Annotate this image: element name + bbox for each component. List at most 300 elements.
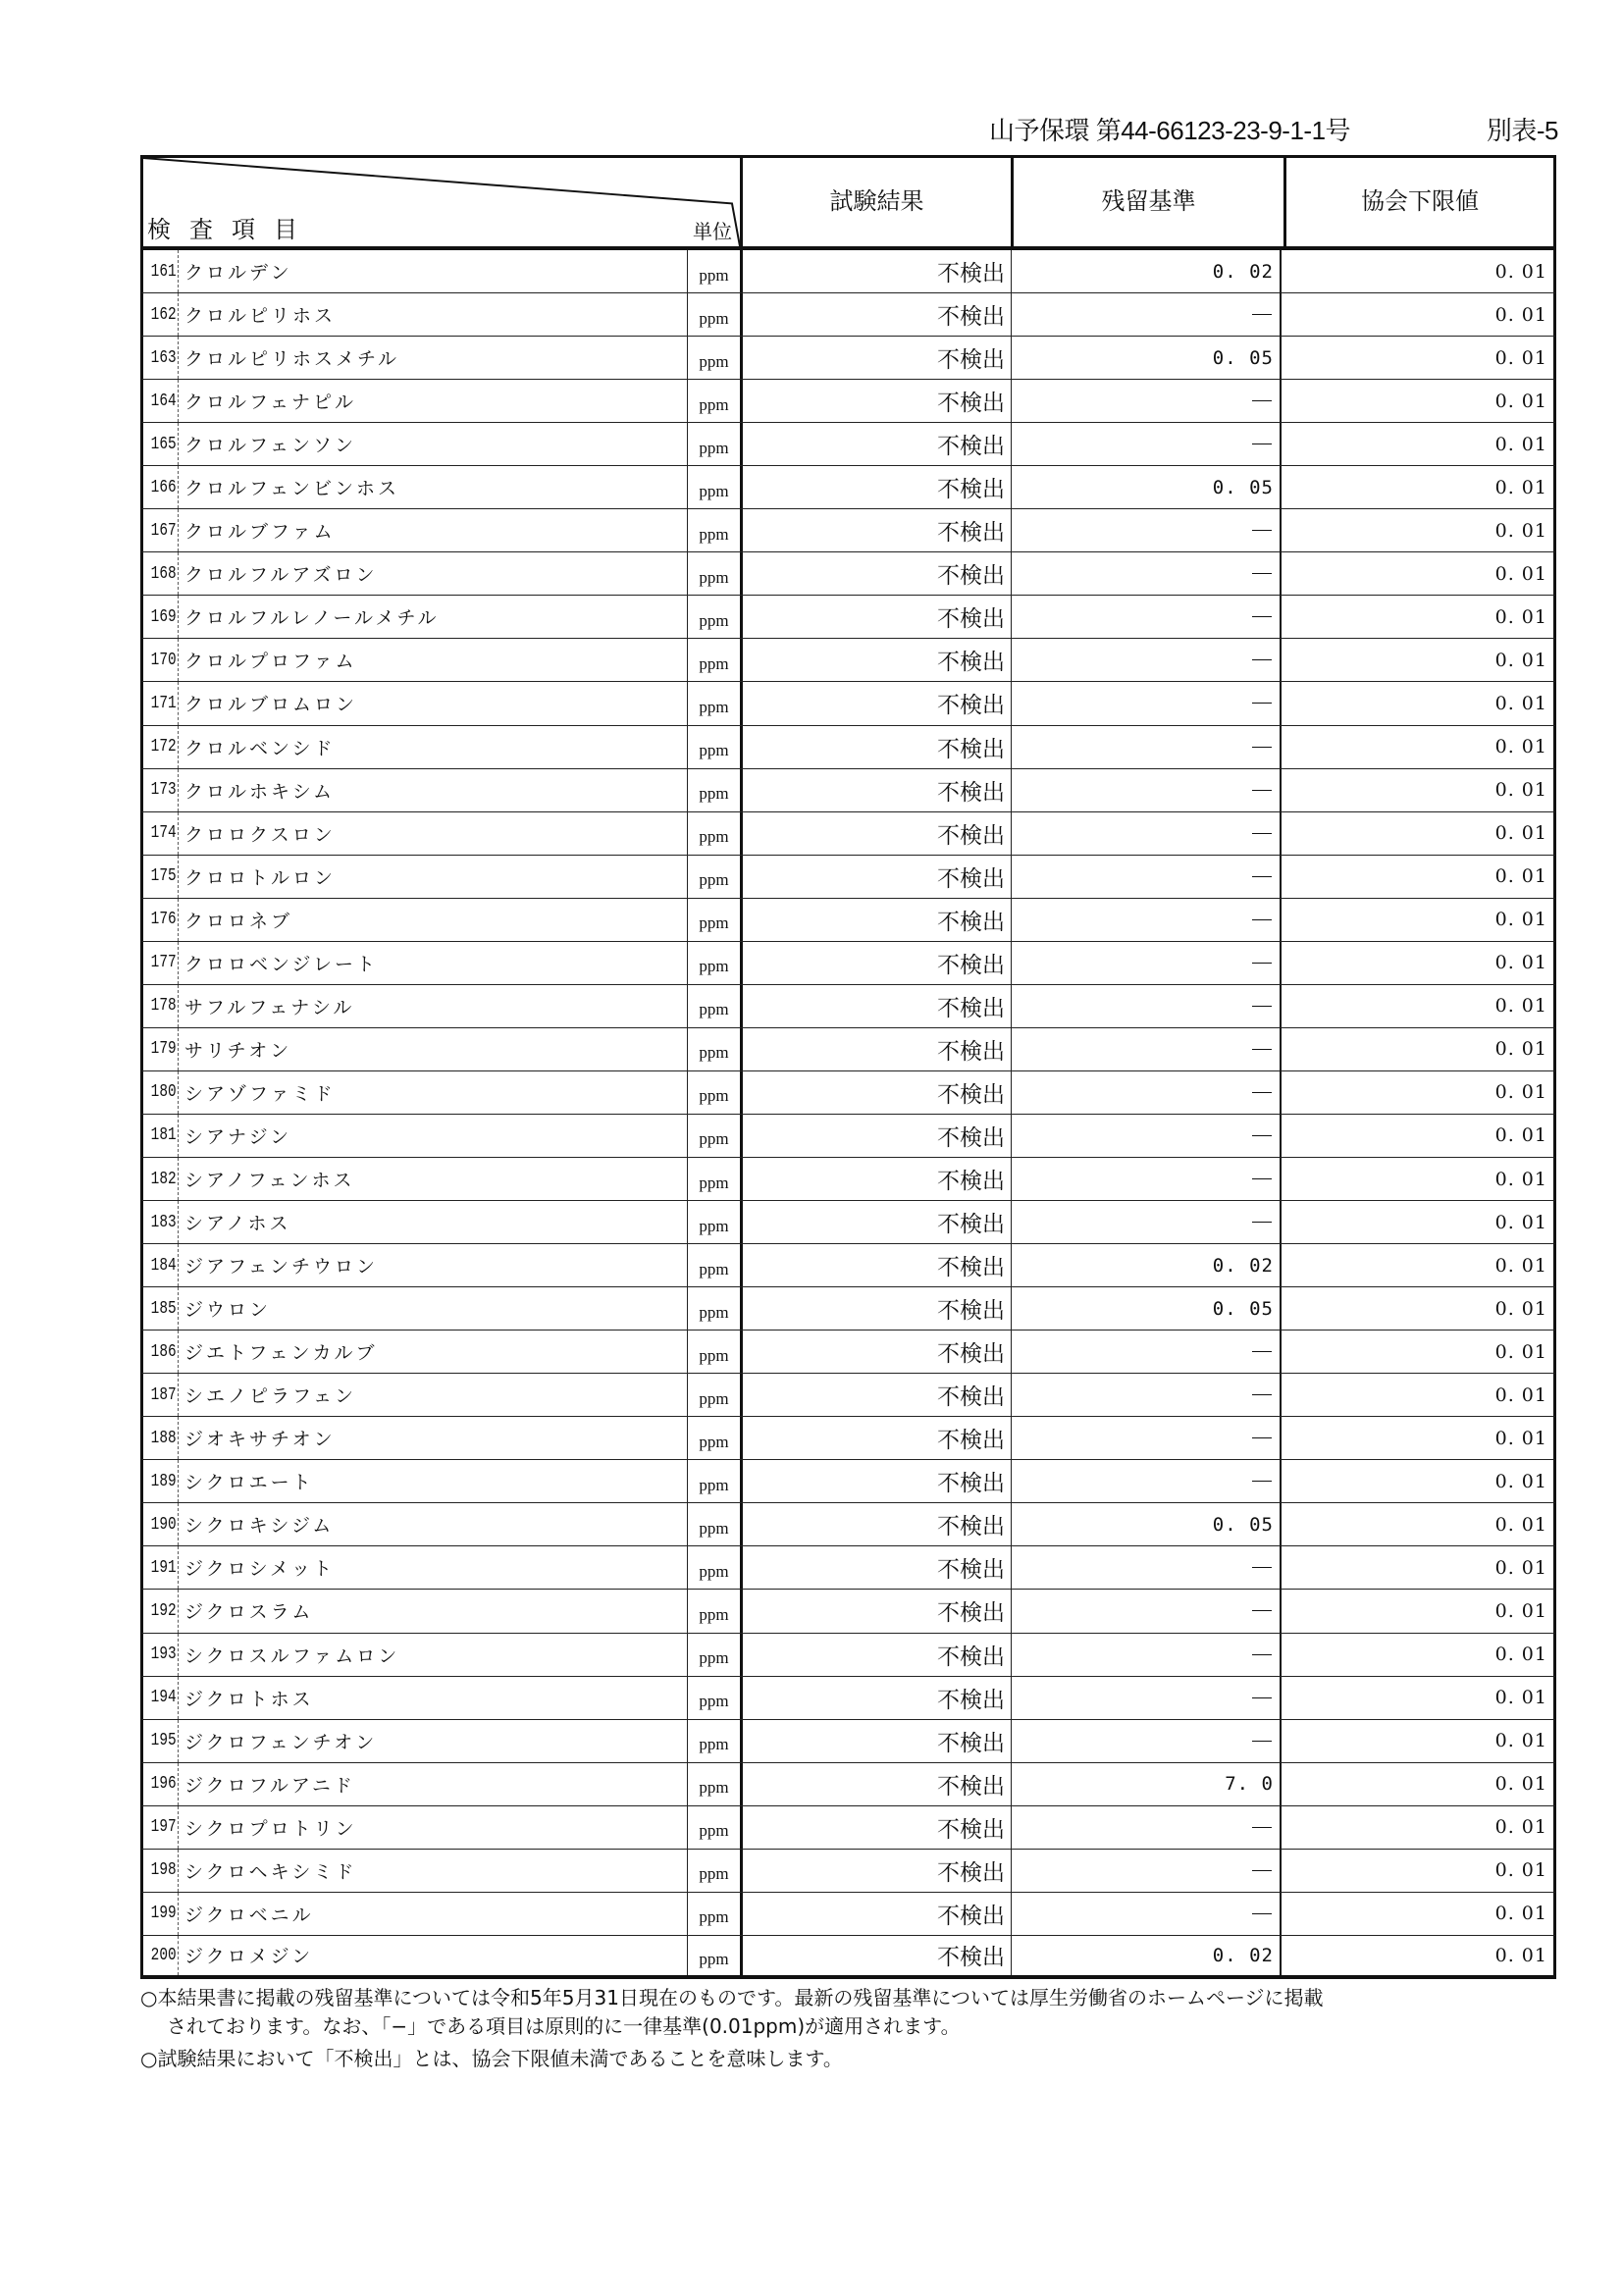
table-row bbox=[140, 899, 1556, 942]
dash-mark bbox=[1252, 1006, 1272, 1007]
dash-mark bbox=[1252, 1135, 1272, 1136]
row-number: 190 bbox=[150, 1503, 179, 1545]
unit: ppm bbox=[687, 1677, 740, 1719]
residue-standard bbox=[1011, 1028, 1282, 1070]
item-name: ジクロシメット bbox=[184, 1558, 336, 1581]
item-name: クロロクスロン bbox=[184, 823, 336, 846]
row-number: 193 bbox=[150, 1634, 179, 1676]
item-name: シアナジン bbox=[184, 1125, 292, 1148]
row-number: 180 bbox=[150, 1071, 179, 1114]
item-name: クロルフルレノールメチル bbox=[184, 607, 440, 630]
residue-standard bbox=[1011, 1460, 1282, 1502]
residue-standard bbox=[1011, 1720, 1282, 1762]
table-row bbox=[140, 985, 1556, 1028]
dash-mark bbox=[1252, 1913, 1272, 1914]
test-result: 不検出 bbox=[740, 1936, 1011, 1975]
row-number: 171 bbox=[150, 682, 179, 724]
test-result: 不検出 bbox=[740, 1546, 1011, 1589]
row-number: 161 bbox=[150, 250, 179, 292]
residue-standard bbox=[1011, 1331, 1282, 1373]
lower-limit: 0. 01 bbox=[1494, 1168, 1547, 1190]
test-result: 不検出 bbox=[740, 769, 1011, 811]
unit: ppm bbox=[687, 1720, 740, 1762]
table-row bbox=[140, 942, 1556, 985]
table-row bbox=[140, 1201, 1556, 1244]
row-number: 176 bbox=[150, 899, 179, 941]
unit: ppm bbox=[687, 682, 740, 724]
residue-standard bbox=[1011, 1201, 1282, 1243]
item-name: ジクロベニル bbox=[184, 1904, 314, 1926]
test-result: 不検出 bbox=[740, 1850, 1011, 1892]
table-row bbox=[140, 1893, 1556, 1936]
table-row bbox=[140, 380, 1556, 423]
dash-mark bbox=[1252, 1394, 1272, 1395]
row-number: 182 bbox=[150, 1158, 179, 1200]
row-number: 200 bbox=[150, 1936, 179, 1975]
unit: ppm bbox=[687, 1460, 740, 1502]
residue-standard bbox=[1011, 942, 1282, 984]
test-result: 不検出 bbox=[740, 1417, 1011, 1459]
lower-limit: 0. 01 bbox=[1494, 649, 1547, 671]
lower-limit: 0. 01 bbox=[1494, 1687, 1547, 1709]
table-row bbox=[140, 293, 1556, 337]
row-number: 199 bbox=[150, 1893, 179, 1935]
test-result: 不検出 bbox=[740, 1115, 1011, 1157]
residue-standard bbox=[1011, 1806, 1282, 1849]
test-result: 不検出 bbox=[740, 509, 1011, 551]
residue-standard bbox=[1011, 1374, 1282, 1416]
item-name: クロルフェナピル bbox=[184, 391, 357, 414]
table-row bbox=[140, 1287, 1556, 1331]
test-result: 不検出 bbox=[740, 1244, 1011, 1286]
results-table bbox=[140, 155, 1556, 1979]
lower-limit: 0. 01 bbox=[1494, 346, 1547, 369]
lower-limit: 0. 01 bbox=[1494, 1470, 1547, 1492]
dash-mark bbox=[1252, 1567, 1272, 1568]
item-name: ジアフェンチウロン bbox=[184, 1256, 379, 1278]
lower-limit: 0. 01 bbox=[1494, 822, 1547, 845]
dash-mark bbox=[1252, 573, 1272, 574]
residue-standard bbox=[1011, 726, 1282, 768]
lower-limit: 0. 01 bbox=[1494, 909, 1547, 931]
test-result: 不検出 bbox=[740, 726, 1011, 768]
item-name: サリチオン bbox=[184, 1039, 292, 1062]
row-number: 169 bbox=[150, 596, 179, 638]
table-row bbox=[140, 1677, 1556, 1720]
dash-mark bbox=[1252, 1741, 1272, 1742]
item-name: クロルホキシム bbox=[184, 780, 336, 803]
residue-standard bbox=[1011, 1071, 1282, 1114]
table-row bbox=[140, 1331, 1556, 1374]
row-number: 170 bbox=[150, 639, 179, 681]
row-number: 185 bbox=[150, 1287, 179, 1330]
lower-limit: 0. 01 bbox=[1494, 1816, 1547, 1839]
dash-mark bbox=[1252, 1092, 1272, 1093]
footnote-1-continued: されております。なお、「−」である項目は原則的に一律基準(0.01ppm)が適用されます。 bbox=[167, 2014, 961, 2038]
lower-limit: 0. 01 bbox=[1494, 1427, 1547, 1449]
item-name: ジクロスラム bbox=[184, 1601, 314, 1624]
column-header-standard: 残留基準 bbox=[1011, 158, 1283, 246]
residue-standard bbox=[1011, 1850, 1282, 1892]
item-name: シクロキシジム bbox=[184, 1515, 335, 1538]
row-number: 197 bbox=[150, 1806, 179, 1849]
dash-mark bbox=[1252, 876, 1272, 877]
row-number: 177 bbox=[150, 942, 179, 984]
table-row bbox=[140, 856, 1556, 899]
item-name: クロルブファム bbox=[184, 521, 336, 544]
test-result: 不検出 bbox=[740, 250, 1011, 292]
test-result: 不検出 bbox=[740, 552, 1011, 595]
table-row bbox=[140, 812, 1556, 856]
lower-limit: 0. 01 bbox=[1494, 390, 1547, 412]
test-result: 不検出 bbox=[740, 639, 1011, 681]
unit: ppm bbox=[687, 812, 740, 855]
dash-mark bbox=[1252, 659, 1272, 660]
row-number: 181 bbox=[150, 1115, 179, 1157]
lower-limit: 0. 01 bbox=[1494, 952, 1547, 974]
unit: ppm bbox=[687, 1028, 740, 1070]
unit: ppm bbox=[687, 1374, 740, 1416]
table-row bbox=[140, 1936, 1556, 1979]
dash-mark bbox=[1252, 1437, 1272, 1438]
lower-limit: 0. 01 bbox=[1494, 1944, 1547, 1966]
document-number: 山予保環 第44-66123-23-9-1-1号 bbox=[989, 115, 1351, 145]
item-name: ジクロメジン bbox=[184, 1946, 314, 1968]
row-number: 174 bbox=[150, 812, 179, 855]
lower-limit: 0. 01 bbox=[1494, 433, 1547, 455]
lower-limit: 0. 01 bbox=[1494, 779, 1547, 802]
lower-limit: 0. 01 bbox=[1494, 303, 1547, 326]
row-number: 189 bbox=[150, 1460, 179, 1502]
unit: ppm bbox=[687, 985, 740, 1027]
row-number: 183 bbox=[150, 1201, 179, 1243]
item-name: シアノフェンホス bbox=[184, 1170, 355, 1191]
residue-standard: 0. 02 bbox=[1011, 250, 1282, 292]
row-number: 164 bbox=[150, 380, 179, 422]
document-reference bbox=[989, 112, 1558, 145]
unit: ppm bbox=[687, 769, 740, 811]
dash-mark bbox=[1252, 1870, 1272, 1871]
residue-standard bbox=[1011, 1546, 1282, 1589]
dash-mark bbox=[1252, 833, 1272, 834]
unit: ppm bbox=[687, 1287, 740, 1330]
residue-standard bbox=[1011, 639, 1282, 681]
unit: ppm bbox=[687, 1763, 740, 1805]
lower-limit: 0. 01 bbox=[1494, 605, 1547, 628]
unit: ppm bbox=[687, 1503, 740, 1545]
table-row bbox=[140, 639, 1556, 682]
item-name: クロルピリホスメチル bbox=[184, 348, 400, 371]
lower-limit: 0. 01 bbox=[1494, 1644, 1547, 1666]
residue-standard bbox=[1011, 380, 1282, 422]
table-row bbox=[140, 466, 1556, 509]
unit: ppm bbox=[687, 337, 740, 379]
residue-standard: 0. 05 bbox=[1011, 1503, 1282, 1545]
lower-limit: 0. 01 bbox=[1494, 1081, 1547, 1104]
lower-limit: 0. 01 bbox=[1494, 562, 1547, 585]
lower-limit: 0. 01 bbox=[1494, 1599, 1547, 1622]
residue-standard: 0. 05 bbox=[1011, 1287, 1282, 1330]
dash-mark bbox=[1252, 703, 1272, 704]
lower-limit: 0. 01 bbox=[1494, 736, 1547, 758]
table-row bbox=[140, 1546, 1556, 1590]
residue-standard bbox=[1011, 682, 1282, 724]
item-name: クロルフェンビンホス bbox=[184, 478, 400, 500]
footnotes bbox=[140, 1984, 1324, 2073]
unit: ppm bbox=[687, 1806, 740, 1849]
test-result: 不検出 bbox=[740, 1158, 1011, 1200]
item-name: クロルプロファム bbox=[184, 651, 357, 673]
table-row bbox=[140, 423, 1556, 466]
unit: ppm bbox=[687, 1590, 740, 1632]
test-result: 不検出 bbox=[740, 1677, 1011, 1719]
table-row bbox=[140, 250, 1556, 293]
dash-mark bbox=[1252, 1827, 1272, 1828]
item-name: クロルフルアズロン bbox=[184, 564, 378, 587]
test-result: 不検出 bbox=[740, 682, 1011, 724]
item-name: ジクロトホス bbox=[184, 1688, 314, 1710]
dash-mark bbox=[1252, 919, 1272, 920]
residue-standard bbox=[1011, 769, 1282, 811]
test-result: 不検出 bbox=[740, 1806, 1011, 1849]
item-name: ジオキサチオン bbox=[184, 1429, 336, 1451]
test-result: 不検出 bbox=[740, 1331, 1011, 1373]
table-row bbox=[140, 552, 1556, 596]
table-row bbox=[140, 1028, 1556, 1071]
item-name: クロロベンジレート bbox=[184, 953, 379, 975]
lower-limit: 0. 01 bbox=[1494, 1124, 1547, 1147]
test-result: 不検出 bbox=[740, 466, 1011, 508]
table-row bbox=[140, 1720, 1556, 1763]
unit: ppm bbox=[687, 639, 740, 681]
residue-standard bbox=[1011, 1158, 1282, 1200]
test-result: 不検出 bbox=[740, 1503, 1011, 1545]
row-number: 166 bbox=[150, 466, 179, 508]
table-row bbox=[140, 1460, 1556, 1503]
table-row bbox=[140, 726, 1556, 769]
unit: ppm bbox=[687, 1417, 740, 1459]
table-row bbox=[140, 1374, 1556, 1417]
lower-limit: 0. 01 bbox=[1494, 1383, 1547, 1406]
test-result: 不検出 bbox=[740, 1893, 1011, 1935]
dash-mark bbox=[1252, 1351, 1272, 1352]
table-body bbox=[140, 250, 1556, 1979]
row-number: 175 bbox=[150, 856, 179, 898]
unit: ppm bbox=[687, 466, 740, 508]
table-row bbox=[140, 1158, 1556, 1201]
item-name: シアゾファミド bbox=[184, 1082, 336, 1105]
unit: ppm bbox=[687, 596, 740, 638]
dash-mark bbox=[1252, 1178, 1272, 1179]
row-number: 192 bbox=[150, 1590, 179, 1632]
lower-limit: 0. 01 bbox=[1494, 1254, 1547, 1277]
column-header-item: 検査項目 bbox=[147, 216, 316, 243]
dash-mark bbox=[1252, 1654, 1272, 1655]
row-number: 196 bbox=[150, 1763, 179, 1805]
table-row bbox=[140, 769, 1556, 812]
test-result: 不検出 bbox=[740, 1763, 1011, 1805]
item-name: サフルフェナシル bbox=[184, 996, 355, 1018]
lower-limit: 0. 01 bbox=[1494, 1340, 1547, 1363]
residue-standard bbox=[1011, 509, 1282, 551]
item-name: クロルブロムロン bbox=[184, 694, 358, 716]
unit: ppm bbox=[687, 552, 740, 595]
item-name: ジクロフルアニド bbox=[184, 1774, 355, 1797]
test-result: 不検出 bbox=[740, 1634, 1011, 1676]
table-row bbox=[140, 337, 1556, 380]
item-name: シクロスルファムロン bbox=[184, 1644, 400, 1667]
table-row bbox=[140, 1806, 1556, 1850]
residue-standard bbox=[1011, 1677, 1282, 1719]
unit: ppm bbox=[687, 1850, 740, 1892]
row-number: 195 bbox=[150, 1720, 179, 1762]
residue-standard: 0. 05 bbox=[1011, 466, 1282, 508]
item-name: シクロエート bbox=[184, 1472, 314, 1494]
table-label: 別表-5 bbox=[1486, 115, 1558, 145]
residue-standard bbox=[1011, 1417, 1282, 1459]
test-result: 不検出 bbox=[740, 380, 1011, 422]
item-name: クロルフェンソン bbox=[184, 435, 357, 457]
row-number: 172 bbox=[150, 726, 179, 768]
row-number: 191 bbox=[150, 1546, 179, 1589]
row-number: 184 bbox=[150, 1244, 179, 1286]
row-number: 187 bbox=[150, 1374, 179, 1416]
row-number: 186 bbox=[150, 1331, 179, 1373]
table-row bbox=[140, 682, 1556, 725]
residue-standard bbox=[1011, 856, 1282, 898]
test-result: 不検出 bbox=[740, 1374, 1011, 1416]
test-result: 不検出 bbox=[740, 1071, 1011, 1114]
test-result: 不検出 bbox=[740, 1590, 1011, 1632]
dash-mark bbox=[1252, 530, 1272, 531]
footnote-1: ○本結果書に掲載の残留基準については令和5年5月31日現在のものです。最新の残留基準については厚生労働省のホームページに掲載 bbox=[140, 1986, 1324, 2009]
unit: ppm bbox=[687, 1634, 740, 1676]
test-result: 不検出 bbox=[740, 985, 1011, 1027]
item-name: ジクロフェンチオン bbox=[184, 1731, 378, 1753]
test-result: 不検出 bbox=[740, 596, 1011, 638]
test-result: 不検出 bbox=[740, 1287, 1011, 1330]
unit: ppm bbox=[687, 250, 740, 292]
row-number: 162 bbox=[150, 293, 179, 336]
unit: ppm bbox=[687, 380, 740, 422]
item-name: ジウロン bbox=[184, 1299, 272, 1322]
test-result: 不検出 bbox=[740, 1720, 1011, 1762]
table-row bbox=[140, 1503, 1556, 1546]
dash-mark bbox=[1252, 400, 1272, 401]
unit: ppm bbox=[687, 856, 740, 898]
dash-mark bbox=[1252, 1697, 1272, 1698]
residue-standard bbox=[1011, 1634, 1282, 1676]
residue-standard bbox=[1011, 293, 1282, 336]
dash-mark bbox=[1252, 1610, 1272, 1611]
item-name: クロルデン bbox=[184, 262, 292, 285]
row-number: 194 bbox=[150, 1677, 179, 1719]
item-name: シクロプロトリン bbox=[184, 1817, 357, 1840]
item-name: クロロトルロン bbox=[184, 866, 337, 889]
row-number: 179 bbox=[150, 1028, 179, 1070]
test-result: 不検出 bbox=[740, 1460, 1011, 1502]
test-result: 不検出 bbox=[740, 856, 1011, 898]
test-result: 不検出 bbox=[740, 1201, 1011, 1243]
dash-mark bbox=[1252, 616, 1272, 617]
residue-standard bbox=[1011, 552, 1282, 595]
test-result: 不検出 bbox=[740, 337, 1011, 379]
residue-standard: 0. 02 bbox=[1011, 1244, 1282, 1286]
table-row bbox=[140, 596, 1556, 639]
row-number: 173 bbox=[150, 769, 179, 811]
table-row bbox=[140, 1850, 1556, 1893]
column-header-result: 試験結果 bbox=[740, 158, 1011, 246]
unit: ppm bbox=[687, 1158, 740, 1200]
residue-standard: 0. 05 bbox=[1011, 337, 1282, 379]
residue-standard: 7. 0 bbox=[1011, 1763, 1282, 1805]
test-result: 不検出 bbox=[740, 423, 1011, 465]
lower-limit: 0. 01 bbox=[1494, 1773, 1547, 1796]
unit: ppm bbox=[687, 1936, 740, 1975]
item-name: シクロヘキシミド bbox=[184, 1860, 357, 1883]
residue-standard bbox=[1011, 985, 1282, 1027]
unit: ppm bbox=[687, 1331, 740, 1373]
unit: ppm bbox=[687, 899, 740, 941]
item-name: クロルベンシド bbox=[184, 737, 336, 759]
lower-limit: 0. 01 bbox=[1494, 692, 1547, 714]
lower-limit: 0. 01 bbox=[1494, 1038, 1547, 1061]
lower-limit: 0. 01 bbox=[1494, 1859, 1547, 1882]
residue-standard bbox=[1011, 423, 1282, 465]
lower-limit: 0. 01 bbox=[1494, 865, 1547, 888]
item-name: クロロネブ bbox=[184, 910, 293, 932]
item-name: ジエトフェンカルブ bbox=[184, 1342, 378, 1365]
residue-standard bbox=[1011, 899, 1282, 941]
lower-limit: 0. 01 bbox=[1494, 995, 1547, 1018]
residue-standard: 0. 02 bbox=[1011, 1936, 1282, 1975]
unit: ppm bbox=[687, 942, 740, 984]
item-name: シエノピラフェン bbox=[184, 1385, 357, 1408]
residue-standard bbox=[1011, 596, 1282, 638]
test-result: 不検出 bbox=[740, 899, 1011, 941]
footnote-2: ○試験結果において「不検出」とは、協会下限値未満であることを意味します。 bbox=[140, 2047, 843, 2070]
residue-standard bbox=[1011, 812, 1282, 855]
table-header bbox=[140, 155, 1556, 250]
unit: ppm bbox=[687, 293, 740, 336]
row-number: 168 bbox=[150, 552, 179, 595]
row-number: 198 bbox=[150, 1850, 179, 1892]
residue-standard bbox=[1011, 1115, 1282, 1157]
item-name: クロルピリホス bbox=[184, 305, 337, 328]
unit: ppm bbox=[687, 509, 740, 551]
dash-mark bbox=[1252, 790, 1272, 791]
dash-mark bbox=[1252, 1049, 1272, 1050]
row-number: 165 bbox=[150, 423, 179, 465]
unit: ppm bbox=[687, 1071, 740, 1114]
test-result: 不検出 bbox=[740, 293, 1011, 336]
dash-mark bbox=[1252, 1222, 1272, 1223]
table-row bbox=[140, 1590, 1556, 1633]
dash-mark bbox=[1252, 1481, 1272, 1482]
table-row bbox=[140, 1417, 1556, 1460]
row-number: 188 bbox=[150, 1417, 179, 1459]
table-row bbox=[140, 1634, 1556, 1677]
table-row bbox=[140, 1763, 1556, 1806]
unit: ppm bbox=[687, 726, 740, 768]
residue-standard bbox=[1011, 1590, 1282, 1632]
lower-limit: 0. 01 bbox=[1494, 1211, 1547, 1233]
lower-limit: 0. 01 bbox=[1494, 1513, 1547, 1536]
dash-mark bbox=[1252, 314, 1272, 315]
test-result: 不検出 bbox=[740, 1028, 1011, 1070]
unit: ppm bbox=[687, 1201, 740, 1243]
row-number: 167 bbox=[150, 509, 179, 551]
